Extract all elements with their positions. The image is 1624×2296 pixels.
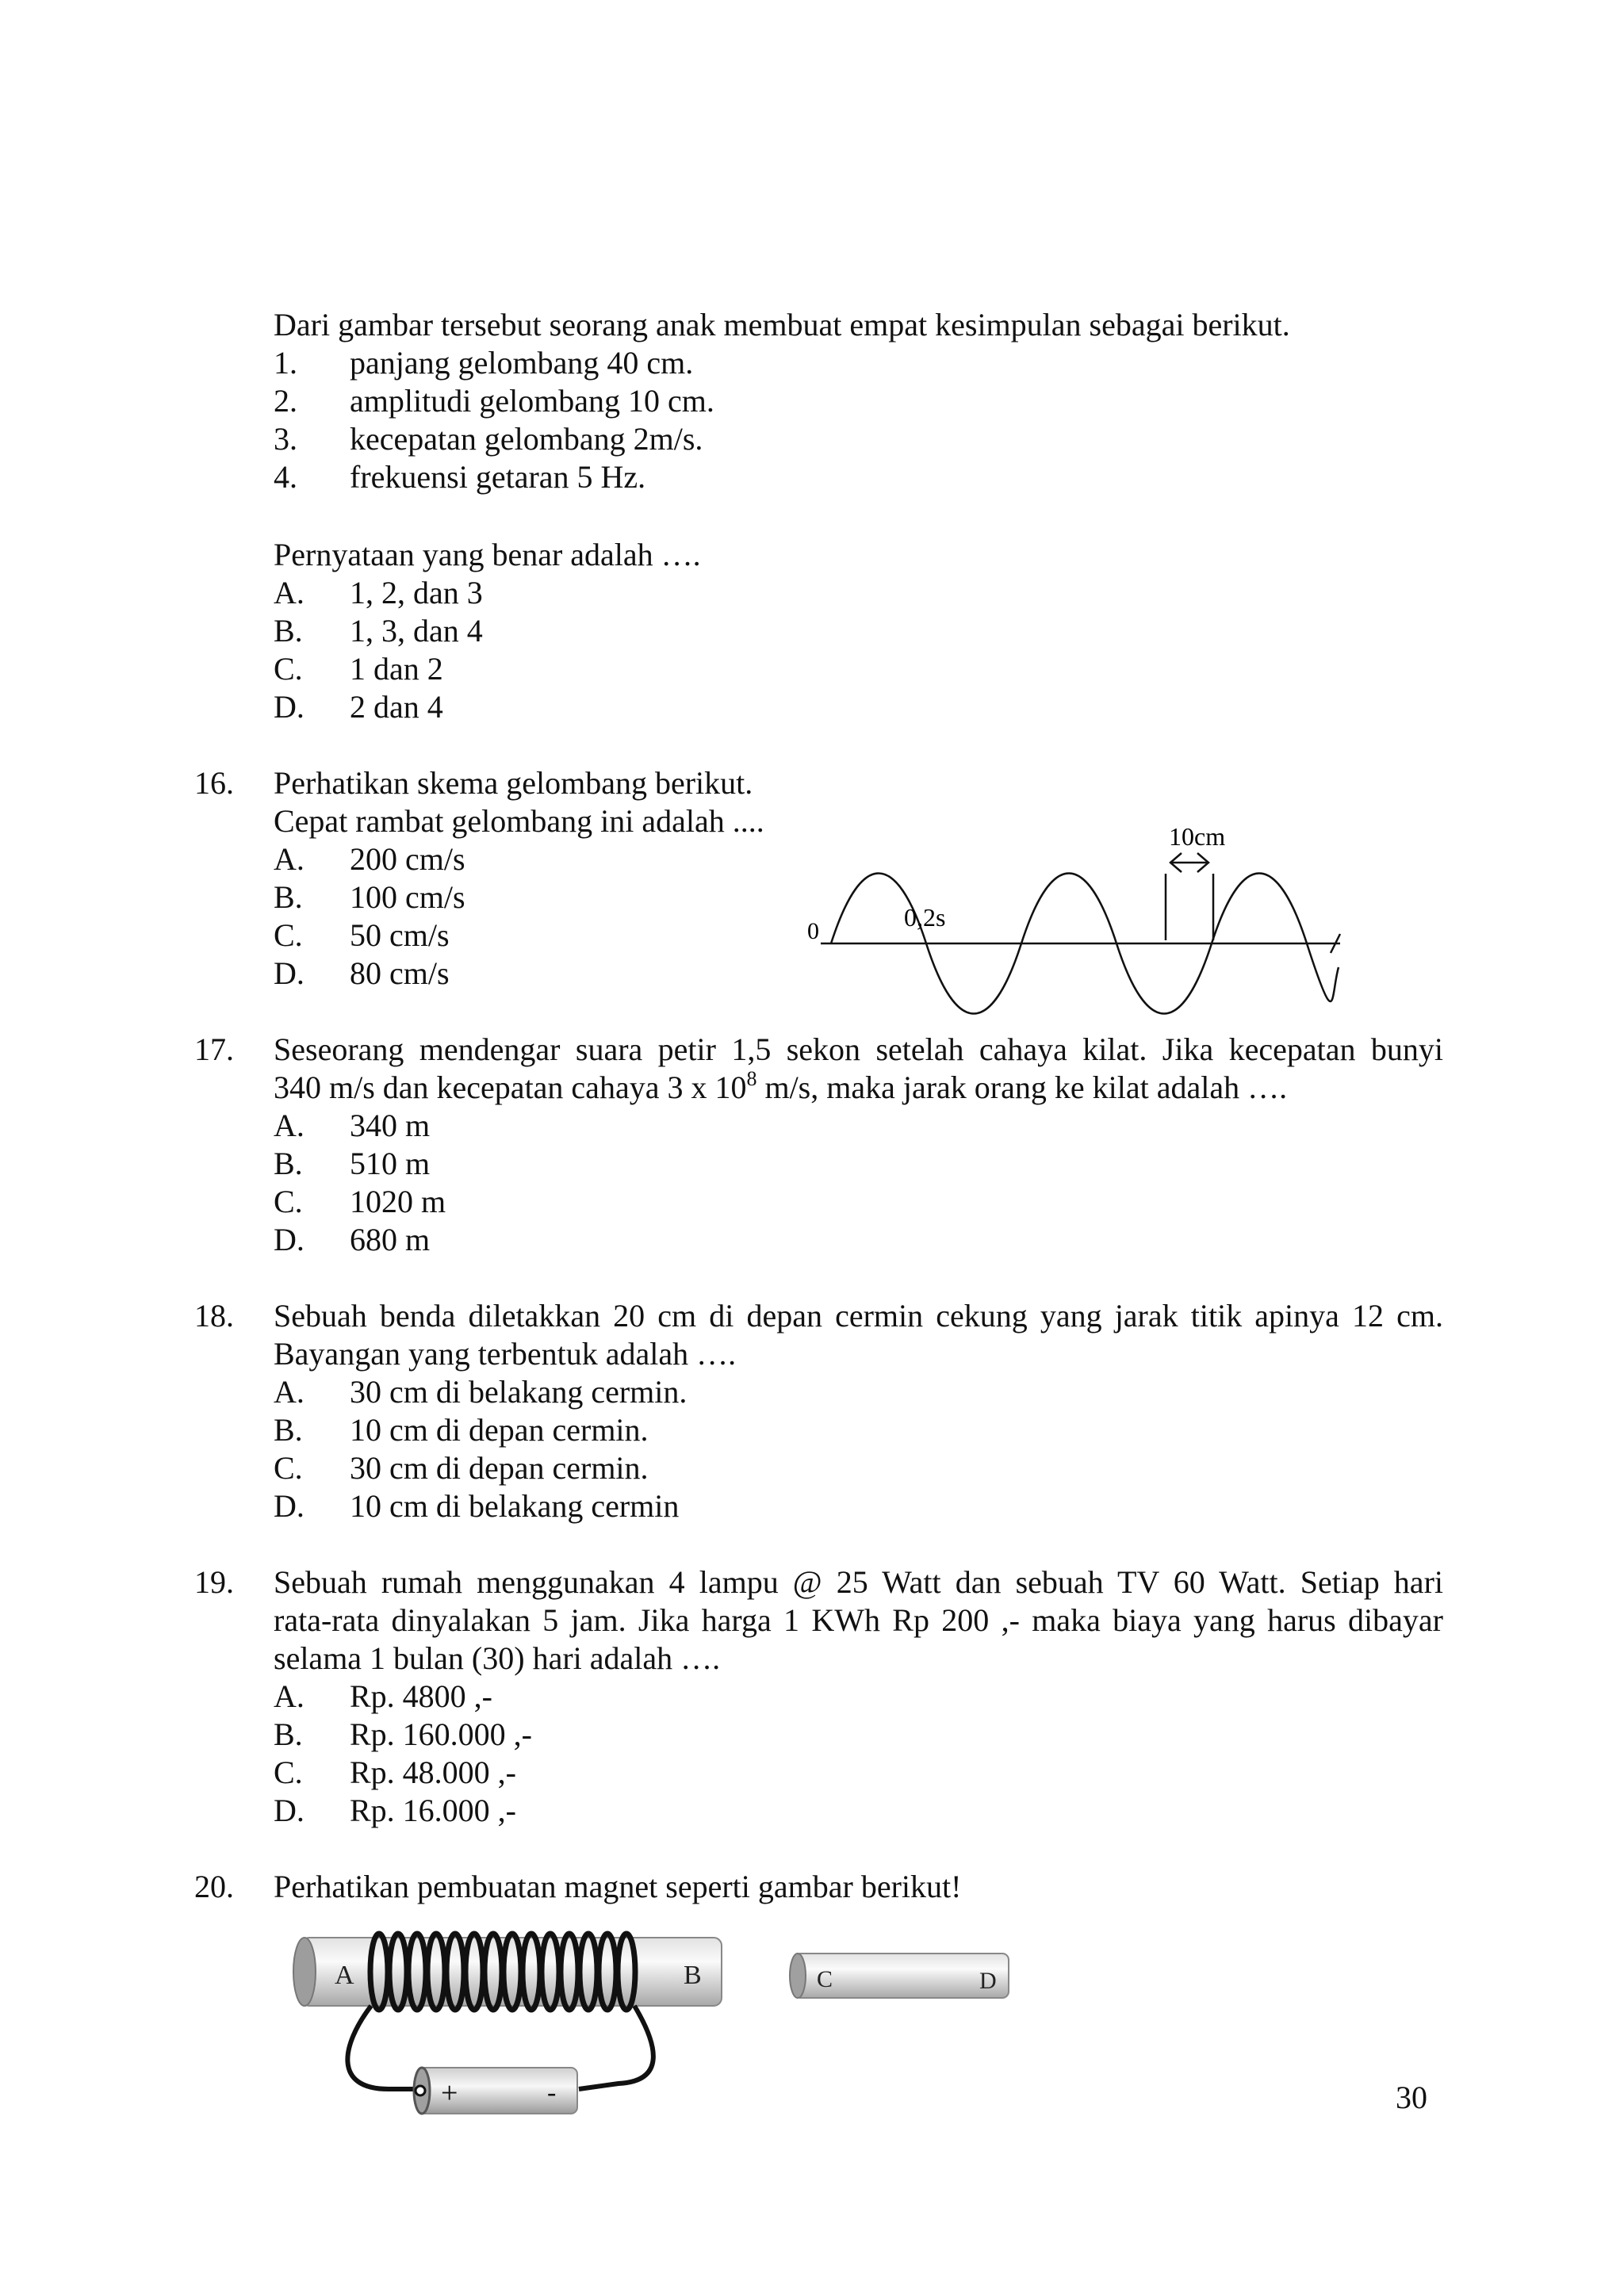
option-letter: C. xyxy=(274,651,303,687)
conclusion-number: 3. xyxy=(274,421,297,457)
option-text: 10 cm di depan cermin. xyxy=(350,1412,649,1448)
question-text: selama 1 bulan (30) hari adalah …. xyxy=(274,1640,721,1676)
exponent: 8 xyxy=(746,1067,757,1090)
intro-question: Pernyataan yang benar adalah …. xyxy=(274,537,701,572)
option-letter: B. xyxy=(274,613,303,649)
option-text: 200 cm/s xyxy=(350,841,465,877)
option-text: 80 cm/s xyxy=(350,955,450,991)
magnet-diagram xyxy=(285,1927,1031,2133)
question-number: 20. xyxy=(194,1869,234,1904)
option-text: 30 cm di depan cermin. xyxy=(350,1450,649,1486)
option-letter: D. xyxy=(274,1222,304,1257)
conclusion-number: 1. xyxy=(274,345,297,381)
option-text: 50 cm/s xyxy=(350,917,450,953)
conclusion-text: panjang gelombang 40 cm. xyxy=(350,345,694,381)
option-text: 510 m xyxy=(350,1146,431,1181)
option-letter: A. xyxy=(274,841,304,877)
option-text: 1, 3, dan 4 xyxy=(350,613,483,649)
question-text xyxy=(274,1069,1287,1107)
question-text: Sebuah benda diletakkan 20 cm di depan cermin cekung yang jarak titik apinya 12 cm. xyxy=(274,1298,1443,1334)
bar-end-label: B xyxy=(684,1961,702,1990)
origin-label: 0 xyxy=(807,918,819,944)
conclusion-text: frekuensi getaran 5 Hz. xyxy=(350,459,646,495)
option-text: 100 cm/s xyxy=(350,879,465,915)
option-text: 1 dan 2 xyxy=(350,651,443,687)
option-letter: C. xyxy=(274,1184,303,1219)
intro-statement: Dari gambar tersebut seorang anak membuat empat kesimpulan sebagai berikut. xyxy=(274,307,1290,342)
option-text: 1020 m xyxy=(350,1184,446,1219)
conclusion-text: amplitudi gelombang 10 cm. xyxy=(350,383,714,419)
question-text: Cepat rambat gelombang ini adalah .... xyxy=(274,803,764,839)
wave-diagram xyxy=(793,809,1364,1015)
option-letter: B. xyxy=(274,879,303,915)
option-letter: D. xyxy=(274,689,304,725)
option-letter: C. xyxy=(274,917,303,953)
conclusion-number: 4. xyxy=(274,459,297,495)
battery-terminal xyxy=(416,2086,425,2095)
option-letter: D. xyxy=(274,1793,304,1828)
option-text: Rp. 16.000 ,- xyxy=(350,1793,516,1828)
option-text: 1, 2, dan 3 xyxy=(350,575,483,610)
question-text: Sebuah rumah menggunakan 4 lampu @ 25 Watt dan sebuah TV 60 Watt. Setiap hari xyxy=(274,1564,1443,1600)
battery-negative-label: - xyxy=(547,2078,557,2107)
wire-left xyxy=(347,2006,419,2089)
conclusion-number: 2. xyxy=(274,383,297,419)
question-text: Bayangan yang terbentuk adalah …. xyxy=(274,1336,737,1372)
option-letter: C. xyxy=(274,1450,303,1486)
question-text: Perhatikan pembuatan magnet seperti gambar berikut! xyxy=(274,1869,962,1904)
question-number: 17. xyxy=(194,1031,234,1067)
page-number: 30 xyxy=(1396,2080,1427,2115)
question-number: 18. xyxy=(194,1298,234,1334)
option-letter: A. xyxy=(274,1374,304,1410)
question-number: 19. xyxy=(194,1564,234,1600)
question-text-part: 340 m/s dan kecepatan cahaya 3 x 10 xyxy=(274,1070,747,1105)
option-letter: C. xyxy=(274,1755,303,1790)
option-text: 2 dan 4 xyxy=(350,689,443,725)
option-letter: A. xyxy=(274,1678,304,1714)
width-label: 10cm xyxy=(1169,822,1226,851)
option-letter: D. xyxy=(274,1488,304,1524)
bar-end-label: C xyxy=(817,1966,833,1992)
option-letter: A. xyxy=(274,575,304,610)
option-text: 680 m xyxy=(350,1222,431,1257)
option-text: 10 cm di belakang cermin xyxy=(350,1488,680,1524)
question-number: 16. xyxy=(194,765,234,801)
option-text: 340 m xyxy=(350,1108,431,1143)
option-letter: A. xyxy=(274,1108,304,1143)
option-text: Rp. 4800 ,- xyxy=(350,1678,492,1714)
question-text: rata-rata dinyalakan 5 jam. Jika harga 1 KWh Rp 200 ,- maka biaya yang harus dibayar xyxy=(274,1602,1443,1638)
option-text: Rp. 160.000 ,- xyxy=(350,1716,532,1752)
question-text-part: m/s, maka jarak orang ke kilat adalah …. xyxy=(756,1070,1288,1105)
option-letter: D. xyxy=(274,955,304,991)
question-text: Perhatikan skema gelombang berikut. xyxy=(274,765,753,801)
option-text: 30 cm di belakang cermin. xyxy=(350,1374,688,1410)
conclusion-text: kecepatan gelombang 2m/s. xyxy=(350,421,703,457)
bar-end-label: D xyxy=(979,1968,997,1994)
bar-end-label: A xyxy=(335,1961,354,1990)
option-letter: B. xyxy=(274,1716,303,1752)
wire-right xyxy=(579,2006,653,2089)
option-letter: B. xyxy=(274,1146,303,1181)
time-label: 0,2s xyxy=(904,903,946,932)
question-text: Seseorang mendengar suara petir 1,5 sekon setelah cahaya kilat. Jika kecepatan bunyi xyxy=(274,1031,1443,1067)
option-text: Rp. 48.000 ,- xyxy=(350,1755,516,1790)
option-letter: B. xyxy=(274,1412,303,1448)
battery-positive-label: + xyxy=(441,2076,458,2110)
